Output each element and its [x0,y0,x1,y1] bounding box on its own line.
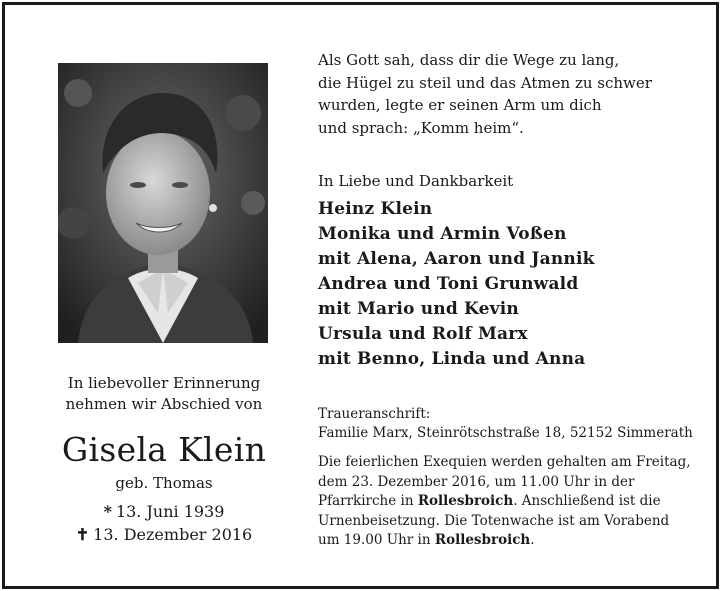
funeral-line-5 [318,531,708,551]
family-member: mit Alena, Aaron und Jannik [318,249,595,269]
farewell-intro [35,373,293,415]
birth-star-icon: * [103,502,112,521]
portrait-photo [58,63,268,343]
death-date-line [35,524,293,546]
birth-date-line [35,501,293,523]
birth-date: 13. Juni 1939 [115,502,225,521]
poem [318,49,708,139]
poem-line: Als Gott sah, dass dir die Wege zu lang, [318,51,620,69]
thanks-line: In Liebe und Dankbarkeit [318,172,514,190]
family-member: Heinz Klein [318,199,433,219]
funeral-line-1: Die feierlichen Exequien werden gehalten am Freitag, [318,454,691,470]
funeral-line-5-end: . [530,532,535,548]
family-member: Andrea und Toni Grunwald [318,274,579,294]
family-list [318,197,708,372]
funeral-notice [318,453,708,551]
death-cross-icon: ✝ [75,525,90,544]
death-date: 13. Dezember 2016 [93,525,253,544]
funeral-line-4: Urnenbeisetzung. Die Totenwache ist am Vorabend [318,512,670,529]
poem-line: die Hügel zu steil und das Atmen zu schwer [318,73,652,92]
portrait-image [58,63,268,343]
family-member: mit Benno, Linda und Anna [318,349,586,369]
family-member: Ursula und Rolf Marx [318,324,528,344]
funeral-line-3 [318,492,708,512]
family-member: Monika und Armin Voßen [318,224,567,244]
church-place: Rollesbroich [417,493,514,509]
address-label: Traueranschrift: [318,406,431,422]
funeral-line-3-start: Pfarrkirche in [318,493,418,509]
intro-line-1: In liebevoller Erinnerung [67,374,261,392]
deceased-name: Gisela Klein [61,430,267,469]
poem-line: und sprach: „Komm heim“. [318,118,524,137]
address-value: Familie Marx, Steinrötschstraße 18, 52152 Simmerath [318,425,693,441]
family-member: mit Mario und Kevin [318,299,519,319]
funeral-line-5-start: um 19.00 Uhr in [318,532,435,548]
funeral-line-2: dem 23. Dezember 2016, um 11.00 Uhr in der [318,473,635,490]
maiden-name: geb. Thomas [115,474,213,492]
funeral-line-3-end: . Anschließend ist die [513,493,661,509]
poem-line: wurden, legte er seinen Arm um dich [318,96,602,114]
obituary-card [2,2,719,589]
wake-place: Rollesbroich [434,532,531,548]
intro-line-2: nehmen wir Abschied von [65,395,263,413]
mourning-address [318,405,708,443]
